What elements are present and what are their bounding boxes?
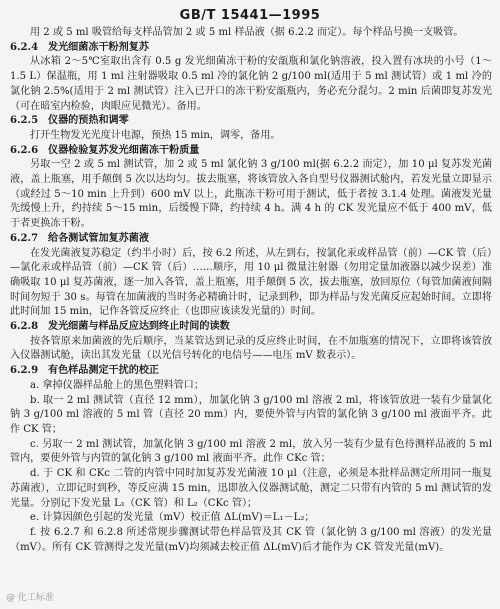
section-title: 仪器的预热和调零: [48, 115, 129, 127]
watermark: @ 化工标准: [6, 593, 54, 603]
section-heading: [10, 41, 492, 56]
section-number: 6.2.6: [10, 144, 39, 156]
section-paragraph: c. 另取一 2 ml 测试管，加氯化钠 3 g/100 ml 溶液 2 ml，放入另一装有少量有色待测样品液的 5 ml管内，要使外管与内管的氯化钠 3 g/100 ml 液面平齐。此作 CKc 管；: [10, 438, 492, 465]
section-heading: [10, 232, 492, 247]
section-paragraph: b. 取一 2 ml 测试管（直径 12 mm），加氯化钠 3 g/100 ml 溶液 2 ml，将该管放进一装有少量氯化钠 3 g/100 ml 溶液的 5 ml 管（直径 20 mm）内，要使外管与内管的氯化钠 3 g/100 ml 液面平齐。此作 CK 管；: [10, 394, 492, 435]
section-number: 6.2.5: [10, 115, 39, 127]
section-number: 6.2.9: [10, 365, 39, 377]
section-title: 发光细菌与样品反应达到终止时间的读数: [48, 321, 230, 333]
section-title: 给各测试管加复苏菌液: [48, 232, 149, 244]
section-number: 6.2.7: [10, 232, 39, 244]
section-title: 发光细菌冻干粉剂复苏: [48, 41, 149, 53]
section-paragraph: 另取一空 2 或 5 ml 测试管，加 2 或 5 ml 氯化钠 3 g/100 ml(据 6.2.2 而定），加 10 μl 复苏发光菌液，盖上瓶塞，用手颠倒 5 次以达均匀。拔去瓶塞，将该管放入各自型号仪器测试舱内，若发光量立即显示（或经过 5～10 min 上升到）600 mV 以上，此瓶冻干粉可用于测试，低于者按 3.1.4 处理。菌液发光量先缓慢上升，约持续 5～15 min，后缓慢下降，约持续 4 h。满 4 h 的 CK 发光量应不低于 400 mV，低于者更换冻干粉。: [10, 159, 492, 230]
section-number: 6.2.4: [10, 41, 39, 53]
section-title: 仪器检验复苏发光细菌冻干粉质量: [48, 144, 200, 156]
document-body: [10, 26, 492, 555]
section-heading: [10, 364, 492, 379]
section-heading: [10, 144, 492, 159]
section-paragraph: 从冰箱 2～5℃室取出含有 0.5 g 发光细菌冻干粉的安瓿瓶和氯化钠溶液，投入置有冰块的小号（1～1.5 L）保温瓶，用 1 ml 注射器吸取 0.5 ml 冷的氯化钠 2 g/100 ml(适用于 5 ml 测试管）或 1 ml 冷的氯化钠 2.5%(适用于 2 ml 测试管）注入已开口的冻干粉安瓿瓶内，务必充分混匀。2 min 后菌即复苏发光（可在暗室内检验，肉眼应见微光）。备用。: [10, 56, 492, 112]
page-header: GB/T 15441—1995: [179, 8, 321, 23]
section-title: 有色样品测定干扰的校正: [48, 365, 160, 377]
section-paragraph: 按各管原来加菌液的先后顺序，当某管达到记录的反应终止时间，在不加瓶塞的情况下，立即将该管放入仪器测试舱，读出其发光量（以光信号转化的电信号——电压 mV 数表示）。: [10, 335, 492, 362]
section-paragraph: 打开生物发光光度计电源，预热 15 min，调零，备用。: [30, 129, 281, 141]
section-paragraph: 在发光菌液复苏稳定（约半小时）后，按 6.2 所述，从左到右，按氯化汞或样品管（前）—CK 管（后）—氯化汞或样品管（前）—CK 管（后）……顺序，用 10 μl 微量注射器（勿用定量加液器以减少误差）准确吸取 10 μl 复苏菌液，逐一加入各管，盖上瓶塞，用手颠倒 5 次，拔去瓶塞，放回原位（每管加菌液间隔时间勿短于 30 s。每管在加菌液的当时务必精确计时，记录到秒，即为样品与发光菌反应起始时间。立即将此时间加 15 min，记作各管反应终止（也即应该读发光量的）时间。: [10, 247, 492, 318]
section-paragraph: f. 按 6.2.7 和 6.2.8 所述常规步骤测试带色样品管及其 CK 管（氯化钠 3 g/100 ml 溶液）的发光量（mV）。所有 CK 管测得之发光量(mV)均须减去校正值 ΔL(mV)后才能作为 CK 管发光量(mV)。: [10, 526, 492, 553]
section-heading: [10, 320, 492, 335]
section-paragraph: a. 拿掉仪器样品舱上的黑色塑料管口；: [30, 379, 204, 391]
section-heading: [10, 114, 492, 129]
section-paragraph: e. 计算因颜色引起的发光量（mV）校正值 ΔL(mV)＝L₁－L₂；: [30, 512, 315, 524]
sections-container: [10, 41, 492, 556]
section-paragraph: d. 于 CK 和 CKc 二管的内管中同时加复苏发光菌液 10 μl（注意，必须是本批样品测定所用同一瓶复苏菌液），立即记时到秒，等反应满 15 min，迅即放入仪器测试舱，测定二只带有内管的 5 ml 测试管的发光量。分别记下发光量 L₁（CK 管）和 L₂（CKc 管）；: [10, 468, 492, 509]
section-number: 6.2.8: [10, 321, 39, 333]
intro-paragraph: 用 2 或 5 ml 吸管给每支样品管加 2 或 5 ml 样品液（据 6.2.2 而定）。每个样品号换一支吸管。: [30, 27, 464, 38]
